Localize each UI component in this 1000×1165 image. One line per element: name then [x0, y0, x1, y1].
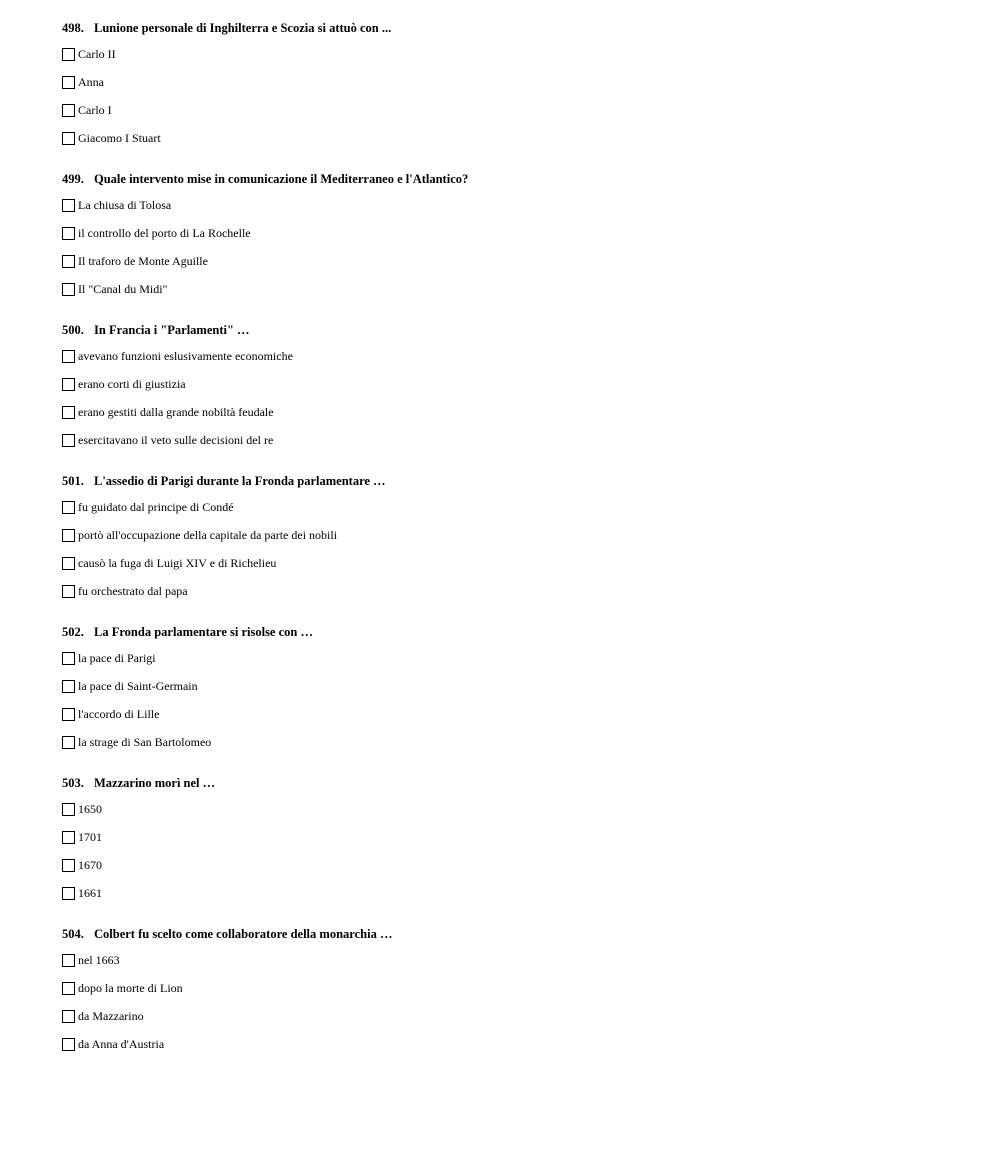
checkbox[interactable]	[62, 76, 75, 89]
option-label: La chiusa di Tolosa	[78, 197, 172, 212]
question-500	[62, 321, 962, 472]
option-label: Carlo I	[78, 102, 112, 117]
checkbox[interactable]	[62, 132, 75, 145]
checkbox[interactable]	[62, 887, 75, 900]
checkbox[interactable]	[62, 1038, 75, 1051]
checkbox[interactable]	[62, 954, 75, 967]
question-504	[62, 925, 962, 1076]
question-title	[62, 774, 962, 792]
question-title	[62, 170, 962, 188]
option-label: Il "Canal du Midi"	[78, 281, 168, 296]
answer-option[interactable]	[62, 672, 962, 700]
answer-option[interactable]	[62, 426, 962, 454]
question-title	[62, 472, 962, 490]
answer-option[interactable]	[62, 644, 962, 672]
checkbox[interactable]	[62, 350, 75, 363]
checkbox[interactable]	[62, 585, 75, 598]
checkbox[interactable]	[62, 406, 75, 419]
answer-option[interactable]	[62, 700, 962, 728]
checkbox[interactable]	[62, 434, 75, 447]
checkbox[interactable]	[62, 680, 75, 693]
answer-option[interactable]	[62, 1030, 962, 1058]
checkbox[interactable]	[62, 982, 75, 995]
answer-option[interactable]	[62, 398, 962, 426]
option-label: fu orchestrato dal papa	[78, 583, 188, 598]
checkbox[interactable]	[62, 557, 75, 570]
option-label: il controllo del porto di La Rochelle	[78, 225, 251, 240]
option-label: 1670	[78, 857, 102, 872]
option-label: l'accordo di Lille	[78, 706, 160, 721]
question-501	[62, 472, 962, 623]
answer-option[interactable]	[62, 247, 962, 275]
answer-option[interactable]	[62, 823, 962, 851]
option-label: la pace di Saint-Germain	[78, 678, 198, 693]
question-text: L'assedio di Parigi durante la Fronda parlamentare …	[94, 474, 386, 488]
question-number: 498.	[62, 21, 84, 35]
answer-option[interactable]	[62, 521, 962, 549]
question-499	[62, 170, 962, 321]
question-503	[62, 774, 962, 925]
question-number: 502.	[62, 625, 84, 639]
option-label: la strage di San Bartolomeo	[78, 734, 212, 749]
answer-option[interactable]	[62, 370, 962, 398]
question-text: Mazzarino morì nel …	[94, 776, 216, 790]
option-label: causò la fuga di Luigi XIV e di Richelieu	[78, 555, 277, 570]
answer-option[interactable]	[62, 68, 962, 96]
option-label: erano gestiti dalla grande nobiltà feudale	[78, 404, 274, 419]
question-number: 504.	[62, 927, 84, 941]
option-label: 1661	[78, 885, 102, 900]
answer-option[interactable]	[62, 96, 962, 124]
question-number: 501.	[62, 474, 84, 488]
answer-option[interactable]	[62, 124, 962, 152]
checkbox[interactable]	[62, 1010, 75, 1023]
checkbox[interactable]	[62, 227, 75, 240]
checkbox[interactable]	[62, 48, 75, 61]
question-number: 499.	[62, 172, 84, 186]
option-label: 1650	[78, 801, 102, 816]
question-title	[62, 19, 962, 37]
answer-option[interactable]	[62, 275, 962, 303]
option-label: avevano funzioni eslusivamente economiche	[78, 348, 293, 363]
question-text: La Fronda parlamentare si risolse con …	[94, 625, 313, 639]
answer-option[interactable]	[62, 493, 962, 521]
answer-option[interactable]	[62, 946, 962, 974]
option-label: esercitavano il veto sulle decisioni del re	[78, 432, 274, 447]
question-number: 503.	[62, 776, 84, 790]
option-label: da Mazzarino	[78, 1008, 144, 1023]
question-title	[62, 925, 962, 943]
answer-option[interactable]	[62, 1002, 962, 1030]
answer-option[interactable]	[62, 577, 962, 605]
answer-option[interactable]	[62, 342, 962, 370]
answer-option[interactable]	[62, 728, 962, 756]
checkbox[interactable]	[62, 708, 75, 721]
answer-option[interactable]	[62, 219, 962, 247]
question-498	[62, 19, 962, 170]
checkbox[interactable]	[62, 104, 75, 117]
option-label: erano corti di giustizia	[78, 376, 186, 391]
answer-option[interactable]	[62, 795, 962, 823]
quiz-list	[62, 19, 962, 1076]
checkbox[interactable]	[62, 255, 75, 268]
answer-option[interactable]	[62, 40, 962, 68]
question-text: Lunione personale di Inghilterra e Scozia si attuò con ...	[94, 21, 392, 35]
option-label: portò all'occupazione della capitale da parte dei nobili	[78, 527, 338, 542]
option-label: Giacomo I Stuart	[78, 130, 161, 145]
checkbox[interactable]	[62, 199, 75, 212]
question-502	[62, 623, 962, 774]
checkbox[interactable]	[62, 378, 75, 391]
question-number: 500.	[62, 323, 84, 337]
option-label: Il traforo de Monte Aguille	[78, 253, 208, 268]
answer-option[interactable]	[62, 851, 962, 879]
question-text: Colbert fu scelto come collaboratore della monarchia …	[94, 927, 393, 941]
option-label: fu guidato dal principe di Condé	[78, 499, 234, 514]
checkbox[interactable]	[62, 529, 75, 542]
checkbox[interactable]	[62, 859, 75, 872]
answer-option[interactable]	[62, 191, 962, 219]
option-label: la pace di Parigi	[78, 650, 156, 665]
checkbox[interactable]	[62, 652, 75, 665]
checkbox[interactable]	[62, 831, 75, 844]
option-label: Anna	[78, 74, 104, 89]
question-title	[62, 623, 962, 641]
checkbox[interactable]	[62, 283, 75, 296]
option-label: da Anna d'Austria	[78, 1036, 165, 1051]
option-label: 1701	[78, 829, 102, 844]
question-text: In Francia i "Parlamenti" …	[94, 323, 250, 337]
answer-option[interactable]	[62, 549, 962, 577]
answer-option[interactable]	[62, 974, 962, 1002]
question-title	[62, 321, 962, 339]
checkbox[interactable]	[62, 803, 75, 816]
checkbox[interactable]	[62, 501, 75, 514]
option-label: dopo la morte di Lion	[78, 980, 183, 995]
answer-option[interactable]	[62, 879, 962, 907]
question-text: Quale intervento mise in comunicazione il Mediterraneo e l'Atlantico?	[94, 172, 469, 186]
option-label: Carlo II	[78, 46, 116, 61]
option-label: nel 1663	[78, 952, 120, 967]
checkbox[interactable]	[62, 736, 75, 749]
